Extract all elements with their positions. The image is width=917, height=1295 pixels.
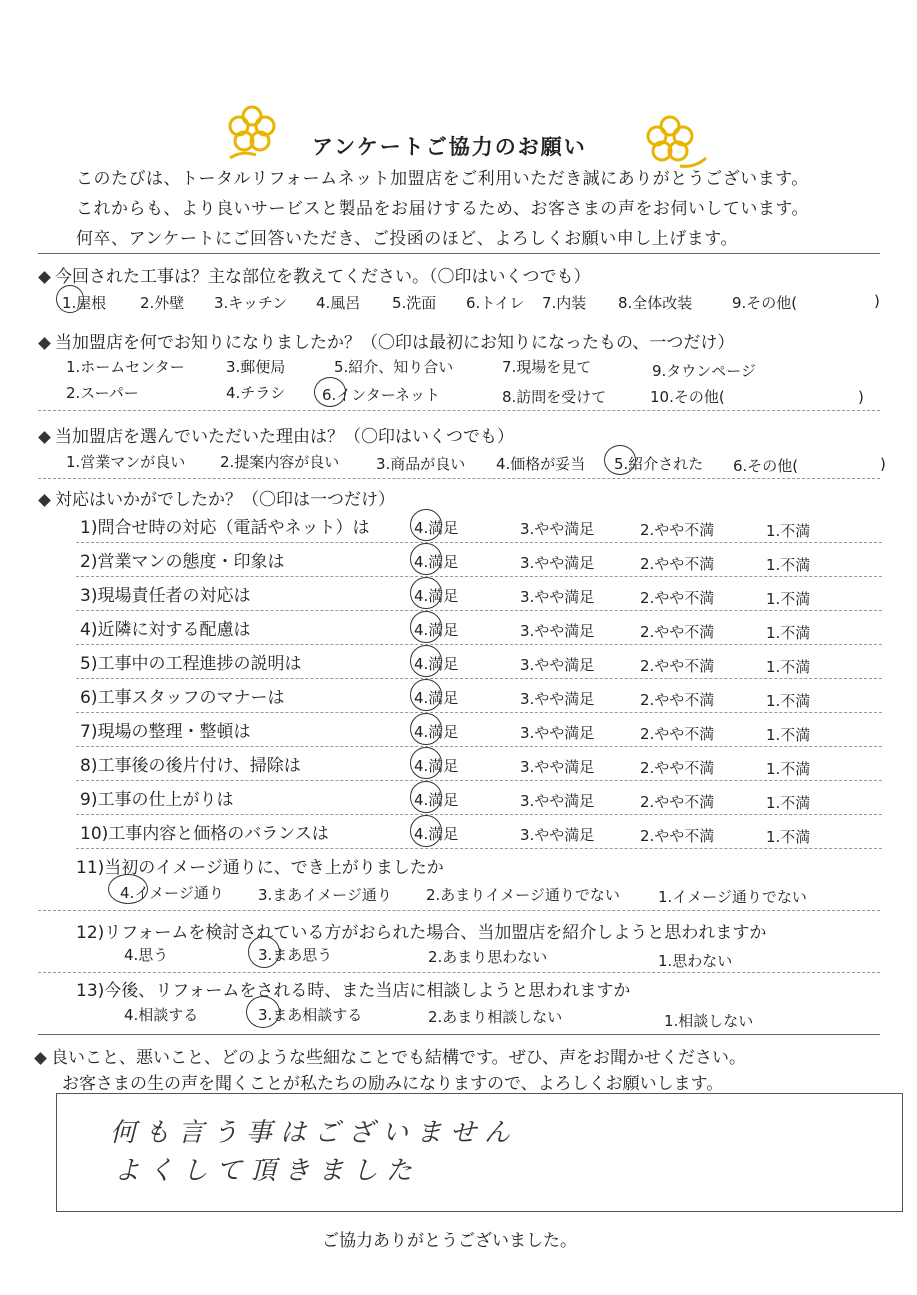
q1-option-3[interactable]: 3.キッチン bbox=[214, 294, 288, 312]
footer-thanks: ご協力ありがとうございました。 bbox=[322, 1231, 577, 1251]
q1-option-8[interactable]: 8.全体改装 bbox=[618, 294, 693, 312]
divider bbox=[76, 712, 882, 713]
divider bbox=[38, 478, 880, 479]
answer-circle bbox=[410, 645, 442, 677]
q2-option-5[interactable]: 5.紹介、知り合い bbox=[334, 358, 454, 376]
q4-rating-option[interactable]: 4.満足 bbox=[414, 689, 459, 707]
q1-label: 今回された工事は？主な部位を教えてください。（〇印はいくつでも） bbox=[40, 262, 591, 287]
q4-item-label: 2)営業マンの態度・印象は bbox=[80, 552, 285, 572]
answer-circle bbox=[56, 285, 84, 313]
answer-circle bbox=[108, 874, 148, 904]
answer-circle bbox=[410, 543, 442, 575]
q12-option-3[interactable]: 3.まあ思う bbox=[258, 946, 333, 964]
q3-option-1[interactable]: 1.営業マンが良い bbox=[66, 453, 186, 471]
q4-rating-option[interactable]: 1.不満 bbox=[766, 590, 811, 608]
q4-rating-option[interactable]: 3.やや満足 bbox=[520, 656, 595, 674]
q4-rating-option[interactable]: 1.不満 bbox=[766, 726, 811, 744]
page-title: アンケートご協力のお願い bbox=[312, 135, 587, 159]
answer-circle bbox=[314, 377, 346, 407]
q13-option-3[interactable]: 3.まあ相談する bbox=[258, 1006, 363, 1024]
answer-circle bbox=[410, 577, 442, 609]
q12-option-2[interactable]: 2.あまり思わない bbox=[428, 948, 548, 966]
q3-option-6[interactable]: 6.その他( bbox=[733, 457, 799, 475]
q4-rating-option[interactable]: 4.満足 bbox=[414, 621, 459, 639]
q2-option-10-close: ) bbox=[858, 388, 864, 406]
q4-rating-option[interactable]: 1.不満 bbox=[766, 658, 811, 676]
q4-rating-option[interactable]: 3.やや満足 bbox=[520, 792, 595, 810]
q2-option-4[interactable]: 4.チラシ bbox=[226, 384, 286, 402]
q4-rating-option[interactable]: 3.やや満足 bbox=[520, 758, 595, 776]
q1-option-6[interactable]: 6.トイレ bbox=[466, 294, 525, 312]
q2-option-9[interactable]: 9.タウンページ bbox=[652, 362, 757, 380]
q2-option-7[interactable]: 7.現場を見て bbox=[502, 358, 592, 376]
q4-rating-option[interactable]: 3.やや満足 bbox=[520, 690, 595, 708]
answer-circle bbox=[410, 747, 442, 779]
divider bbox=[76, 644, 882, 645]
q12-option-4[interactable]: 4.思う bbox=[124, 946, 169, 964]
q3-option-5[interactable]: 5.紹介された bbox=[614, 455, 704, 473]
q4-rating-option[interactable]: 2.やや不満 bbox=[640, 793, 715, 811]
handwritten-comment-line-1: 何も言う事はございません bbox=[110, 1118, 519, 1148]
intro-line-3: 何卒、アンケートにご回答いただき、ご投函のほど、よろしくお願い申し上げます。 bbox=[76, 229, 738, 249]
q3-label: 当加盟店を選んでいただいた理由は？（〇印はいくつでも） bbox=[40, 422, 514, 447]
q4-label: 対応はいかがでしたか？（〇印は一つだけ） bbox=[40, 485, 395, 510]
q1-option-2[interactable]: 2.外壁 bbox=[140, 294, 185, 312]
q2-option-1[interactable]: 1.ホームセンター bbox=[66, 358, 185, 376]
q11-option-3[interactable]: 3.まあイメージ通り bbox=[258, 886, 392, 904]
comments-label-2: お客さまの生の声を聞くことが私たちの励みになりますので、よろしくお願いします。 bbox=[62, 1074, 724, 1094]
answer-circle bbox=[410, 781, 442, 813]
divider bbox=[38, 972, 880, 973]
q2-option-3[interactable]: 3.郵便局 bbox=[226, 358, 286, 376]
q12-label: 12)リフォームを検討されている方がおられた場合、当加盟店を紹介しようと思われますか bbox=[76, 923, 767, 943]
q2-option-6[interactable]: 6.インターネット bbox=[322, 386, 440, 404]
divider bbox=[76, 678, 882, 679]
q4-item-label: 5)工事中の工程進捗の説明は bbox=[80, 654, 302, 674]
flower-icon-left bbox=[222, 100, 282, 160]
q4-rating-option[interactable]: 1.不満 bbox=[766, 624, 811, 642]
q4-rating-option[interactable]: 2.やや不満 bbox=[640, 555, 715, 573]
q4-rating-option[interactable]: 4.満足 bbox=[414, 791, 459, 809]
q2-option-2[interactable]: 2.スーパー bbox=[66, 384, 139, 402]
section-divider bbox=[38, 253, 880, 254]
q13-option-4[interactable]: 4.相談する bbox=[124, 1006, 199, 1024]
q4-rating-option[interactable]: 2.やや不満 bbox=[640, 657, 715, 675]
diamond-bullet-icon bbox=[38, 494, 51, 507]
q4-item-label: 8)工事後の後片付け、掃除は bbox=[80, 756, 301, 776]
answer-circle bbox=[604, 445, 636, 475]
q4-rating-option[interactable]: 4.満足 bbox=[414, 757, 459, 775]
q4-rating-option[interactable]: 1.不満 bbox=[766, 522, 811, 540]
q4-rating-option[interactable]: 4.満足 bbox=[414, 655, 459, 673]
q1-option-9[interactable]: 9.その他( bbox=[732, 294, 798, 312]
q4-rating-option[interactable]: 2.やや不満 bbox=[640, 759, 715, 777]
q13-label: 13)今後、リフォームをされる時、また当店に相談しようと思われますか bbox=[76, 981, 631, 1001]
q4-item-label: 9)工事の仕上がりは bbox=[80, 790, 234, 810]
divider bbox=[76, 542, 882, 543]
q1-option-1[interactable]: 1.屋根 bbox=[62, 294, 107, 312]
q4-rating-option[interactable]: 4.満足 bbox=[414, 825, 459, 843]
q4-rating-option[interactable]: 2.やや不満 bbox=[640, 589, 715, 607]
q4-rating-option[interactable]: 1.不満 bbox=[766, 760, 811, 778]
q4-rating-option[interactable]: 3.やや満足 bbox=[520, 588, 595, 606]
q1-option-5[interactable]: 5.洗面 bbox=[392, 294, 437, 312]
diamond-bullet-icon bbox=[38, 431, 51, 444]
q13-option-1[interactable]: 1.相談しない bbox=[664, 1012, 754, 1030]
q4-rating-option[interactable]: 2.やや不満 bbox=[640, 827, 715, 845]
answer-circle bbox=[410, 611, 442, 643]
q3-option-2[interactable]: 2.提案内容が良い bbox=[220, 453, 340, 471]
diamond-bullet-icon bbox=[34, 1052, 47, 1065]
q4-rating-option[interactable]: 2.やや不満 bbox=[640, 521, 715, 539]
divider bbox=[76, 746, 882, 747]
q4-rating-option[interactable]: 4.満足 bbox=[414, 553, 459, 571]
q11-option-2[interactable]: 2.あまりイメージ通りでない bbox=[426, 886, 620, 904]
q3-option-4[interactable]: 4.価格が妥当 bbox=[496, 455, 586, 473]
q4-rating-option[interactable]: 3.やや満足 bbox=[520, 826, 595, 844]
divider bbox=[76, 576, 882, 577]
answer-circle bbox=[410, 815, 442, 847]
q4-rating-option[interactable]: 3.やや満足 bbox=[520, 724, 595, 742]
q1-option-9-close: ) bbox=[874, 292, 880, 310]
divider bbox=[38, 410, 880, 411]
q11-label: 11)当初のイメージ通りに、でき上がりましたか bbox=[76, 858, 444, 878]
q2-option-10[interactable]: 10.その他( bbox=[650, 388, 725, 406]
q3-option-3[interactable]: 3.商品が良い bbox=[376, 455, 466, 473]
q1-option-4[interactable]: 4.風呂 bbox=[316, 294, 361, 312]
q4-rating-option[interactable]: 4.満足 bbox=[414, 519, 459, 537]
q4-rating-option[interactable]: 1.不満 bbox=[766, 692, 811, 710]
q4-rating-option[interactable]: 4.満足 bbox=[414, 723, 459, 741]
q4-item-label: 6)工事スタッフのマナーは bbox=[80, 688, 285, 708]
divider bbox=[38, 910, 880, 911]
diamond-bullet-icon bbox=[38, 337, 51, 350]
answer-circle bbox=[248, 936, 280, 968]
q4-item-label: 3)現場責任者の対応は bbox=[80, 586, 251, 606]
q11-option-1[interactable]: 1.イメージ通りでない bbox=[658, 888, 807, 906]
q4-rating-option[interactable]: 3.やや満足 bbox=[520, 622, 595, 640]
q4-item-label: 7)現場の整理・整頓は bbox=[80, 722, 251, 742]
answer-circle bbox=[410, 509, 442, 541]
diamond-bullet-icon bbox=[38, 271, 51, 284]
answer-circle bbox=[410, 679, 442, 711]
answer-circle bbox=[410, 713, 442, 745]
handwritten-comment-line-2: よくして頂きました bbox=[114, 1156, 421, 1186]
q4-rating-option[interactable]: 2.やや不満 bbox=[640, 623, 715, 641]
q1-option-7[interactable]: 7.内装 bbox=[542, 294, 587, 312]
intro-line-1: このたびは、トータルリフォームネット加盟店をご利用いただき誠にありがとうございます。 bbox=[76, 169, 809, 189]
q4-item-label: 4)近隣に対する配慮は bbox=[80, 620, 251, 640]
q4-rating-option[interactable]: 3.やや満足 bbox=[520, 520, 595, 538]
divider bbox=[76, 610, 882, 611]
q4-item-label: 1)問合せ時の対応（電話やネット）は bbox=[80, 518, 370, 538]
q13-option-2[interactable]: 2.あまり相談しない bbox=[428, 1008, 563, 1026]
q4-rating-option[interactable]: 2.やや不満 bbox=[640, 691, 715, 709]
intro-line-2: これからも、より良いサービスと製品をお届けするため、お客さまの声をお伺いしています。 bbox=[76, 199, 809, 219]
q4-rating-option[interactable]: 1.不満 bbox=[766, 794, 811, 812]
q2-option-8[interactable]: 8.訪問を受けて bbox=[502, 388, 607, 406]
q4-rating-option[interactable]: 1.不満 bbox=[766, 556, 811, 574]
q4-rating-option[interactable]: 4.満足 bbox=[414, 587, 459, 605]
q4-rating-option[interactable]: 3.やや満足 bbox=[520, 554, 595, 572]
q3-option-6-close: ) bbox=[880, 455, 886, 473]
flower-icon-right bbox=[640, 110, 710, 170]
q4-rating-option[interactable]: 1.不満 bbox=[766, 828, 811, 846]
answer-circle bbox=[246, 996, 280, 1028]
divider bbox=[76, 848, 882, 849]
q4-rating-option[interactable]: 2.やや不満 bbox=[640, 725, 715, 743]
q11-option-4[interactable]: 4.イメージ通り bbox=[120, 884, 224, 902]
divider bbox=[76, 780, 882, 781]
q2-label: 当加盟店を何でお知りになりましたか？（〇印は最初にお知りになったもの、一つだけ） bbox=[40, 328, 734, 353]
q12-option-1[interactable]: 1.思わない bbox=[658, 952, 733, 970]
comments-label-1: 良いこと、悪いこと、どのような些細なことでも結構です。ぜひ、声をお聞かせください。 bbox=[36, 1043, 746, 1068]
q4-item-label: 10)工事内容と価格のバランスは bbox=[80, 824, 329, 844]
divider bbox=[76, 814, 882, 815]
section-divider bbox=[38, 1034, 880, 1035]
